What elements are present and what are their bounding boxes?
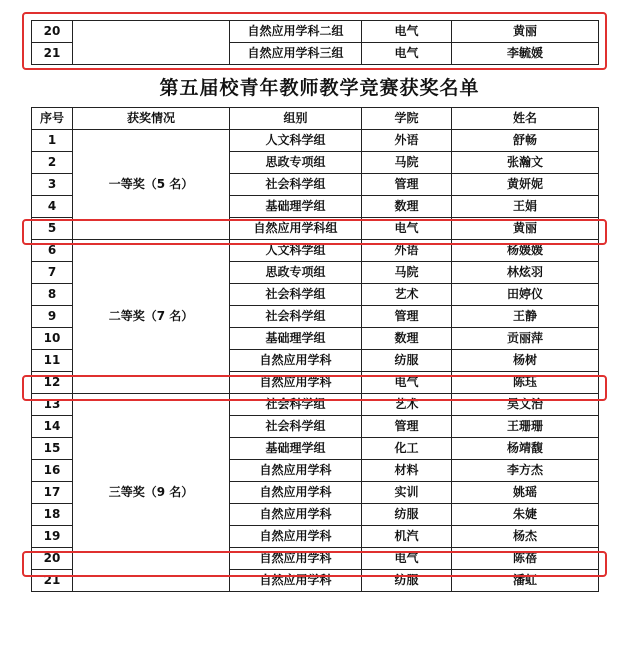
cell-college: 化工 [362, 438, 452, 460]
cell-college: 马院 [362, 262, 452, 284]
cell-name: 黄丽 [452, 218, 599, 240]
cell-college: 实训 [362, 482, 452, 504]
cell-group: 自然应用学科 [230, 526, 362, 548]
cell-group: 社会科学组 [230, 416, 362, 438]
cell-group: 基础理学组 [230, 196, 362, 218]
cell-group: 自然应用学科三组 [230, 43, 362, 65]
cell-no: 8 [32, 284, 73, 306]
cell-college: 艺术 [362, 284, 452, 306]
cell-no: 10 [32, 328, 73, 350]
cell-no: 19 [32, 526, 73, 548]
cell-group: 人文科学组 [230, 240, 362, 262]
cell-group: 基础理学组 [230, 328, 362, 350]
cell-name: 王静 [452, 306, 599, 328]
cell-college: 纺服 [362, 350, 452, 372]
table-row [32, 394, 599, 416]
cell-college: 电气 [362, 548, 452, 570]
cell-no: 11 [32, 350, 73, 372]
cell-name: 杨树 [452, 350, 599, 372]
cell-name: 吴文治 [452, 394, 599, 416]
header-college: 学院 [362, 108, 452, 130]
cell-name: 杨靖馥 [452, 438, 599, 460]
page-title: 第五届校青年教师教学竞赛获奖名单 [159, 77, 480, 99]
cell-college: 艺术 [362, 394, 452, 416]
cell-no: 9 [32, 306, 73, 328]
cell-group: 社会科学组 [230, 174, 362, 196]
cell-no: 14 [32, 416, 73, 438]
cell-college: 管理 [362, 416, 452, 438]
award-table [31, 107, 599, 592]
table-header-row [32, 108, 599, 130]
cell-name: 黄妍妮 [452, 174, 599, 196]
cell-group: 自然应用学科 [230, 570, 362, 592]
cell-college: 管理 [362, 174, 452, 196]
cell-no: 4 [32, 196, 73, 218]
cell-name: 王娟 [452, 196, 599, 218]
cell-college: 机汽 [362, 526, 452, 548]
cell-group: 思政专项组 [230, 152, 362, 174]
header-award: 获奖情况 [73, 108, 230, 130]
header-name: 姓名 [452, 108, 599, 130]
cell-name: 林炫羽 [452, 262, 599, 284]
table-row [32, 240, 599, 262]
cell-no: 18 [32, 504, 73, 526]
cell-college: 电气 [362, 218, 452, 240]
cell-name: 李毓媛 [452, 43, 599, 65]
cell-name: 张瀚文 [452, 152, 599, 174]
cell-no: 17 [32, 482, 73, 504]
table-row [32, 21, 599, 43]
cell-no: 15 [32, 438, 73, 460]
cell-name: 田婷仪 [452, 284, 599, 306]
cell-name: 贡丽萍 [452, 328, 599, 350]
cell-college: 管理 [362, 306, 452, 328]
cell-award [73, 21, 230, 65]
cell-group: 社会科学组 [230, 394, 362, 416]
cell-group: 自然应用学科 [230, 482, 362, 504]
cell-college: 外语 [362, 240, 452, 262]
cell-group: 思政专项组 [230, 262, 362, 284]
cell-college: 材料 [362, 460, 452, 482]
cell-college: 纺服 [362, 570, 452, 592]
cell-college: 电气 [362, 372, 452, 394]
cell-name: 黄丽 [452, 21, 599, 43]
cell-group: 自然应用学科 [230, 548, 362, 570]
cell-college: 数理 [362, 328, 452, 350]
cell-no: 6 [32, 240, 73, 262]
cell-no: 20 [32, 21, 73, 43]
top-table-fragment [31, 20, 599, 65]
award-second: 二等奖（7 名） [73, 240, 230, 394]
cell-college: 数理 [362, 196, 452, 218]
cell-name: 陈蓓 [452, 548, 599, 570]
cell-no: 1 [32, 130, 73, 152]
header-no: 序号 [32, 108, 73, 130]
cell-group: 自然应用学科 [230, 372, 362, 394]
cell-name: 杨媛媛 [452, 240, 599, 262]
cell-no: 3 [32, 174, 73, 196]
cell-name: 姚瑶 [452, 482, 599, 504]
cell-name: 潘虹 [452, 570, 599, 592]
cell-no: 13 [32, 394, 73, 416]
cell-no: 16 [32, 460, 73, 482]
cell-college: 电气 [362, 43, 452, 65]
cell-group: 自然应用学科 [230, 460, 362, 482]
award-first: 一等奖（5 名） [73, 130, 230, 240]
cell-no: 21 [32, 43, 73, 65]
cell-group: 自然应用学科 [230, 504, 362, 526]
cell-name: 杨杰 [452, 526, 599, 548]
cell-name: 陈珏 [452, 372, 599, 394]
cell-name: 舒畅 [452, 130, 599, 152]
cell-group: 社会科学组 [230, 284, 362, 306]
cell-group: 基础理学组 [230, 438, 362, 460]
cell-group: 自然应用学科组 [230, 218, 362, 240]
cell-college: 马院 [362, 152, 452, 174]
cell-no: 20 [32, 548, 73, 570]
cell-no: 21 [32, 570, 73, 592]
table-row [32, 130, 599, 152]
award-third: 三等奖（9 名） [73, 394, 230, 592]
cell-no: 7 [32, 262, 73, 284]
cell-no: 5 [32, 218, 73, 240]
cell-group: 社会科学组 [230, 306, 362, 328]
cell-college: 纺服 [362, 504, 452, 526]
cell-no: 12 [32, 372, 73, 394]
cell-college: 电气 [362, 21, 452, 43]
cell-college: 外语 [362, 130, 452, 152]
cell-group: 自然应用学科二组 [230, 21, 362, 43]
header-group: 组别 [230, 108, 362, 130]
cell-no: 2 [32, 152, 73, 174]
cell-name: 李方杰 [452, 460, 599, 482]
cell-group: 自然应用学科 [230, 350, 362, 372]
cell-group: 人文科学组 [230, 130, 362, 152]
cell-name: 王珊珊 [452, 416, 599, 438]
cell-name: 朱婕 [452, 504, 599, 526]
